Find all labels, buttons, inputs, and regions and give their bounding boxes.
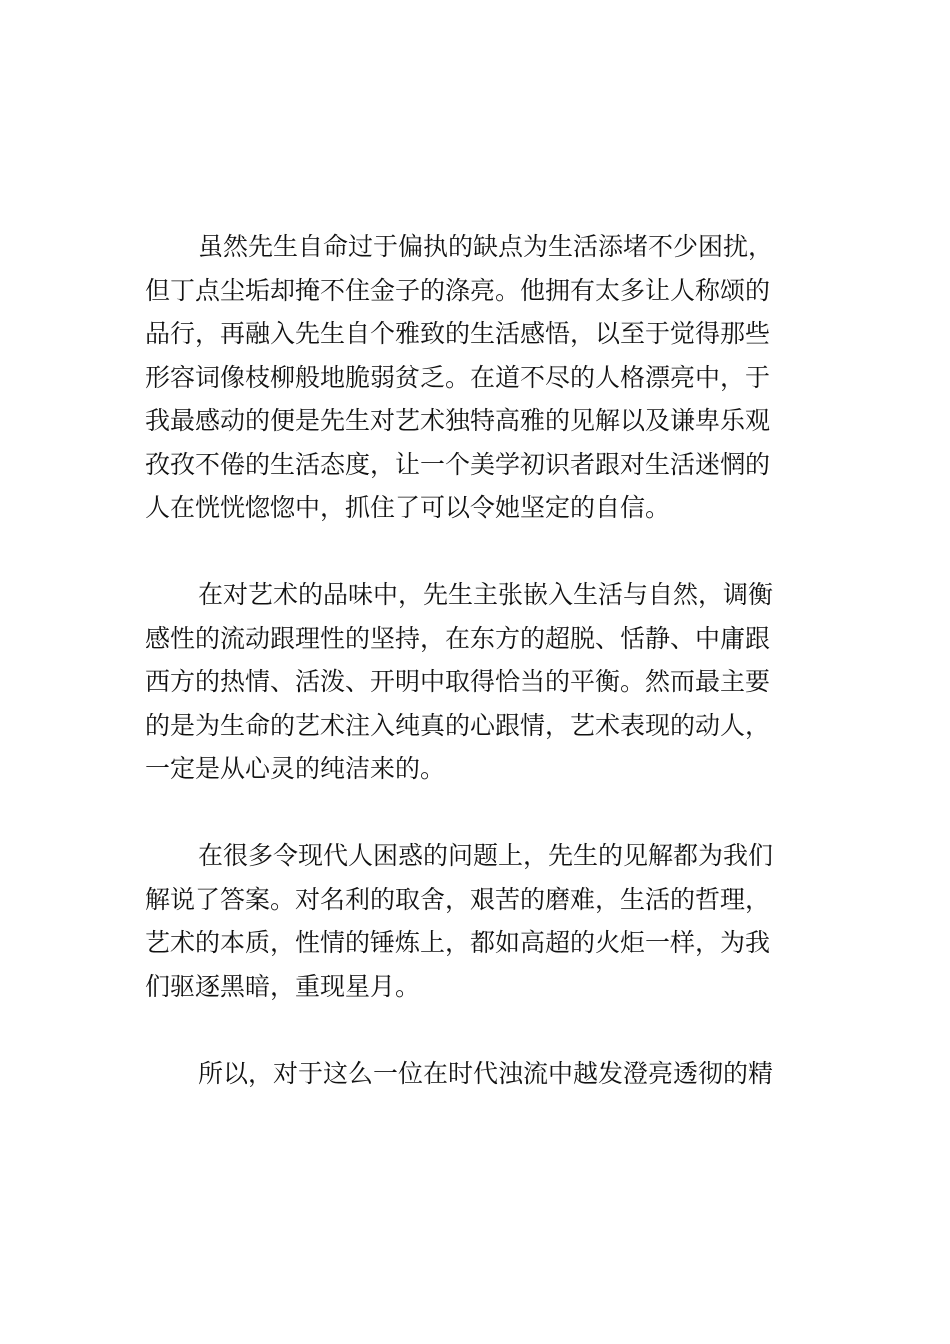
document-body <box>145 225 815 1139</box>
text-line: 一定是从心灵的纯洁来的。 <box>145 754 446 783</box>
text-line: 形容词像枝柳般地脆弱贫乏。在道不尽的人格漂亮中，于 <box>145 362 771 392</box>
paragraph-1 <box>145 225 815 530</box>
text-line: 人在恍恍惚惚中，抓住了可以令她坚定的自信。 <box>145 493 671 522</box>
text-line: 西方的热情、活泼、开明中取得恰当的平衡。然而最主要 <box>145 667 771 696</box>
text-line: 的是为生命的艺术注入纯真的心跟情，艺术表现的动人， <box>145 710 771 740</box>
text-line: 所以，对于这么一位在时代浊流中越发澄亮透彻的精 <box>198 1058 774 1088</box>
paragraph-2 <box>145 573 815 791</box>
text-line: 在对艺术的品味中，先生主张嵌入生活与自然，调衡 <box>198 580 774 609</box>
text-line: 但丁点尘垢却掩不住金子的涤亮。他拥有太多让人称颂的 <box>145 275 771 305</box>
paragraph-3 <box>145 834 815 1008</box>
paragraph-4 <box>145 1052 815 1096</box>
text-line: 们驱逐黑暗，重现星月。 <box>145 971 421 1001</box>
text-line: 在很多令现代人困惑的问题上，先生的见解都为我们 <box>198 841 774 870</box>
text-line: 解说了答案。对名利的取舍，艰苦的磨难，生活的哲理， <box>145 884 771 914</box>
text-line: 虽然先生自命过于偏执的缺点为生活添堵不少困扰， <box>198 232 774 261</box>
text-line: 品行，再融入先生自个雅致的生活感悟，以至于觉得那些 <box>145 319 771 348</box>
text-line: 艺术的本质，性情的锤炼上，都如高超的火炬一样，为我 <box>145 928 771 957</box>
text-line: 感性的流动跟理性的坚持，在东方的超脱、恬静、中庸跟 <box>145 623 771 653</box>
text-line: 孜孜不倦的生活态度，让一个美学初识者跟对生活迷惘的 <box>145 449 771 479</box>
text-line: 我最感动的便是先生对艺术独特高雅的见解以及谦卑乐观 <box>145 406 771 435</box>
